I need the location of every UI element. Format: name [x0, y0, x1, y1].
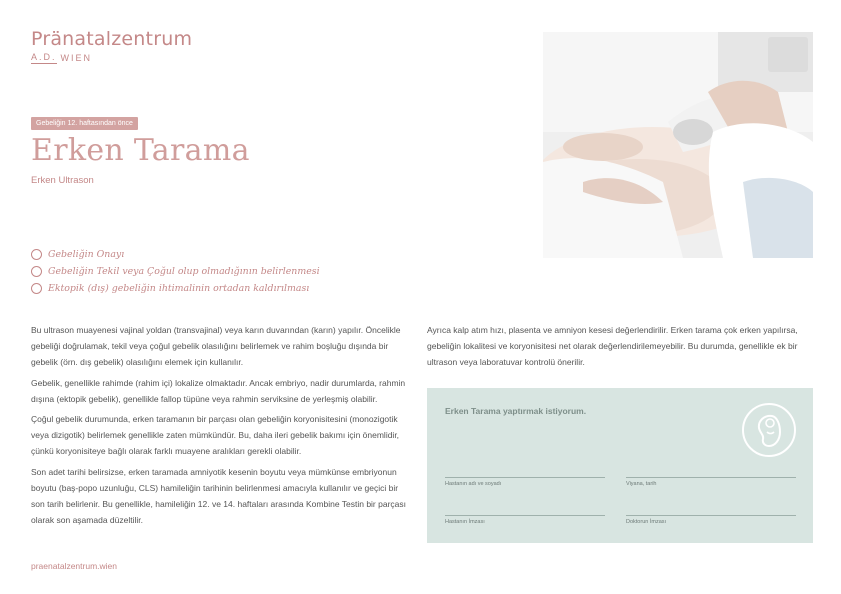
place-date-field[interactable] — [626, 477, 796, 487]
form-title: Erken Tarama yaptırmak istiyorum. — [445, 406, 587, 416]
paragraph: Bu ultrason muayenesi vajinal yoldan (transvajinal) veya karın duvarından (karın) yapılır. Öncelikle gebeliği doğrulamak, tekil veya çoğul gebelik olasılığını belirlemek ve rahim boşluğu dışında bir gebelik (örn. dış gebelik) olasılığını elemek için kullanılır. — [31, 325, 401, 368]
consent-form — [427, 388, 813, 543]
doctor-signature-label: Doktorun İmzası — [626, 519, 667, 525]
logo-city: WIEN — [60, 53, 93, 63]
patient-name-label: Hastanın adı ve soyadı — [445, 481, 502, 487]
patient-signature-label: Hastanın İmzası — [445, 519, 485, 525]
paragraph: Ayrıca kalp atım hızı, plasenta ve amniyon kesesi değerlendirilir. Erken tarama çok erken yapılırsa, gebeliğin lokalitesi ve koryonisitesi net olarak değerlendirilemeyebilir. Bu durumda, genellikle ek bir ultrason veya laboratuvar kontrolü önerilir. — [427, 325, 798, 368]
checklist-item-label: Gebeliğin Onayı — [48, 249, 125, 260]
doctor-signature-field[interactable] — [626, 515, 796, 525]
patient-signature-field[interactable] — [445, 515, 605, 525]
radio-circle-icon — [31, 283, 42, 294]
logo-wordmark: Pränatalzentrum — [31, 28, 193, 50]
checklist-item — [31, 246, 320, 263]
paragraph: Çoğul gebelik durumunda, erken taramanın bir parçası olan gebeliğin koryonisitesini (monozigotik veya dizigotik) belirlemek genellikle zaten mümkündür. Bu, daha ileri gebelik bakımı için önemlidir, çünkü koryonisiteye bağlı olarak farklı muayene aralıkları gerekli olabilir. — [31, 414, 400, 457]
patient-name-field[interactable] — [445, 477, 605, 487]
radio-circle-icon — [31, 249, 42, 260]
page-subtitle: Erken Ultrason — [31, 175, 94, 186]
body-text-right — [427, 322, 813, 375]
paragraph: Son adet tarihi belirsizse, erken taramada amniyotik kesenin boyutu veya mümkünse embriyonun boyutu (baş-popo uzunluğu, CLS) hamileliğin tarihinin belirlenmesi amacıyla kullanılır ve geçici bir son tarih belirlenir. Bu genellikle, hamileliğin 12. ve 14. haftaları arasında Kombine Testin bir parçası olarak son aşamada düzeltilir. — [31, 466, 406, 526]
checklist-item-label: Ektopik (dış) gebeliğin ihtimalinin ortadan kaldırılması — [48, 283, 310, 294]
logo — [31, 28, 192, 64]
radio-circle-icon — [31, 266, 42, 277]
ultrasound-photo — [543, 32, 813, 258]
logo-ad: A.D. — [31, 52, 57, 62]
page-title: Erken Tarama — [31, 133, 250, 168]
place-date-label: Viyana, tarih — [626, 481, 657, 487]
checklist-item — [31, 263, 320, 280]
badge: Gebeliğin 12. haftasından önce — [31, 117, 138, 130]
checklist-item-label: Gebeliğin Tekil veya Çoğul olup olmadığının belirlenmesi — [48, 266, 320, 277]
checklist — [31, 246, 320, 297]
embryo-icon — [741, 402, 797, 458]
paragraph: Gebelik, genellikle rahimde (rahim içi) lokalize olmaktadır. Ancak embriyo, nadir durumlarda, rahmin dışına (ektopik gebelik), genellikle fallop tüpüne veya rahmin serviksine de yerleşmiş olabilir. — [31, 377, 406, 404]
logo-subline — [31, 52, 192, 64]
checklist-item — [31, 280, 320, 297]
body-text-left — [31, 322, 409, 532]
website-link[interactable]: praenatalzentrum.wien — [31, 561, 117, 571]
